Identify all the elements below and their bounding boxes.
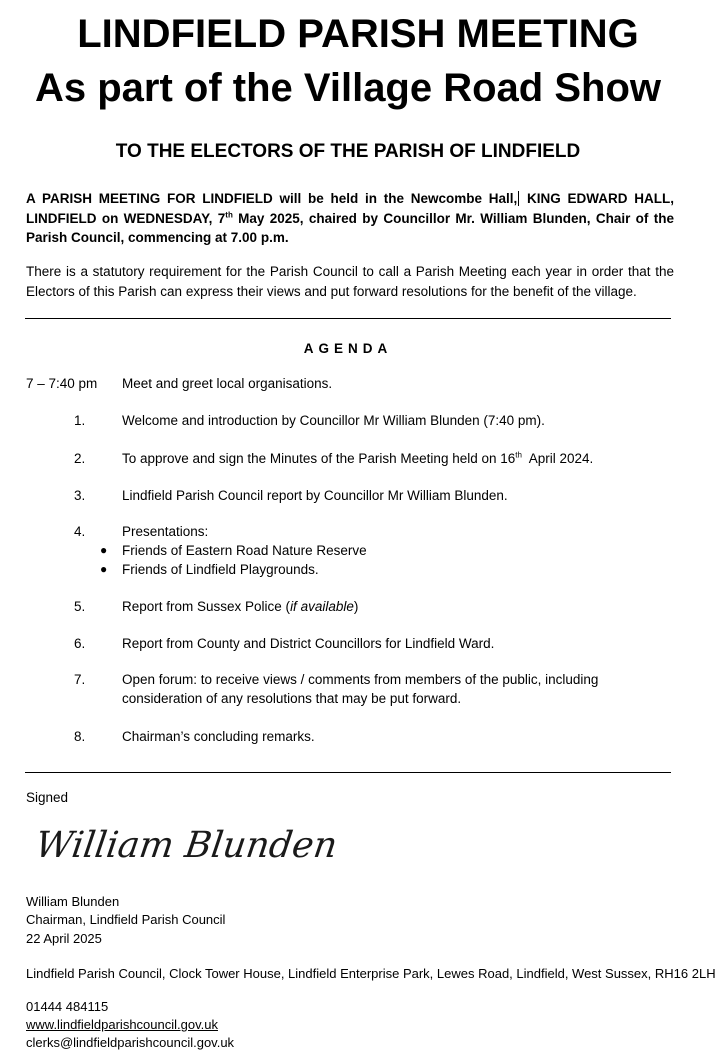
agenda-item-number: 8. (74, 729, 86, 744)
intro-paragraph (26, 189, 674, 248)
signature (32, 815, 341, 870)
agenda-pre-text: Meet and greet local organisations. (122, 376, 333, 391)
signature-graphic (32, 815, 341, 870)
agenda-item-5-text-b: ) (353, 599, 359, 614)
agenda-item-2-text-a: To approve and sign the Minutes of the Parish Meeting held on 16 (122, 451, 516, 466)
agenda-item-text: Welcome and introduction by Councillor Mr William Blunden (7:40 pm). (122, 413, 545, 428)
signoff-date: 22 April 2025 (26, 931, 102, 946)
title-line-1: LINDFIELD PARISH MEETING (77, 12, 639, 56)
signed-label: Signed (26, 790, 69, 805)
agenda-item-text (122, 449, 662, 468)
presentation-bullet-item: Friends of Eastern Road Nature Reserve (122, 543, 367, 558)
agenda-item-number: 3. (74, 488, 86, 503)
statutory-paragraph: There is a statutory requirement for the Parish Council to call a Parish Meeting each year in order that the Electors of this Parish can express their views and put forward resolutions for the benefit of the village. (26, 264, 674, 299)
agenda-item-text: Open forum: to receive views / comments from members of the public, including consideration of any resolutions that may be put forward. (122, 672, 599, 706)
intro-part-1: A PARISH MEETING FOR LINDFIELD will be held in the Newcombe Hall, (26, 191, 518, 206)
agenda-item-number: 6. (74, 636, 86, 651)
agenda-item-number: 7. (74, 672, 86, 687)
agenda-item-2-superscript: th (515, 450, 522, 460)
footer-website-link[interactable]: www.lindfieldparishcouncil.gov.uk (26, 1017, 218, 1032)
agenda-item-text (122, 597, 662, 616)
agenda-item-number: 5. (74, 599, 86, 614)
footer-address: Lindfield Parish Council, Clock Tower House, Lindfield Enterprise Park, Lewes Road, Lindfield, West Sussex, RH16 2LH (26, 966, 716, 981)
presentation-bullet-item: Friends of Lindfield Playgrounds. (122, 562, 319, 577)
signature-text: William Blunden (32, 823, 341, 866)
agenda-item-number: 2. (74, 451, 86, 466)
agenda-item-5-italic: if available (290, 599, 354, 614)
signatory-role: Chairman, Lindfield Parish Council (26, 912, 226, 927)
intro-part-3: May 2025, chaired by Councillor Mr. William Blunden, Chair of the Parish Council, commencing at 7.00 p.m. (26, 210, 674, 245)
footer-email: clerks@lindfieldparishcouncil.gov.uk (26, 1035, 235, 1050)
agenda-title: AGENDA (303, 341, 393, 356)
footer-phone: 01444 484115 (26, 999, 109, 1014)
bullet-icon: ● (100, 543, 108, 557)
agenda-item-number: 4. (74, 524, 86, 539)
agenda-item-2-text-b: April 2024. (521, 451, 594, 466)
agenda-item-number: 1. (74, 413, 86, 428)
agenda-item-5-text-a: Report from Sussex Police ( (122, 599, 291, 614)
agenda-item-text: Lindfield Parish Council report by Councillor Mr William Blunden. (122, 488, 508, 503)
agenda-item-text: Presentations: (122, 524, 209, 539)
bullet-icon: ● (100, 562, 108, 576)
intro-part-2: KING EDWARD HALL, LINDFIELD on WEDNESDAY, 7 (26, 191, 674, 226)
agenda-item-text: Report from County and District Councillors for Lindfield Ward. (122, 636, 495, 651)
subtitle: TO THE ELECTORS OF THE PARISH OF LINDFIELD (115, 141, 581, 162)
divider-top (25, 318, 671, 319)
intro-superscript: th (225, 210, 233, 219)
divider-bottom (25, 772, 671, 773)
signatory-name: William Blunden (26, 894, 120, 909)
agenda-pre-time: 7 – 7:40 pm (26, 376, 98, 391)
title-line-2: As part of the Village Road Show (34, 66, 661, 110)
agenda-item-text: Chairman’s concluding remarks. (122, 729, 315, 744)
